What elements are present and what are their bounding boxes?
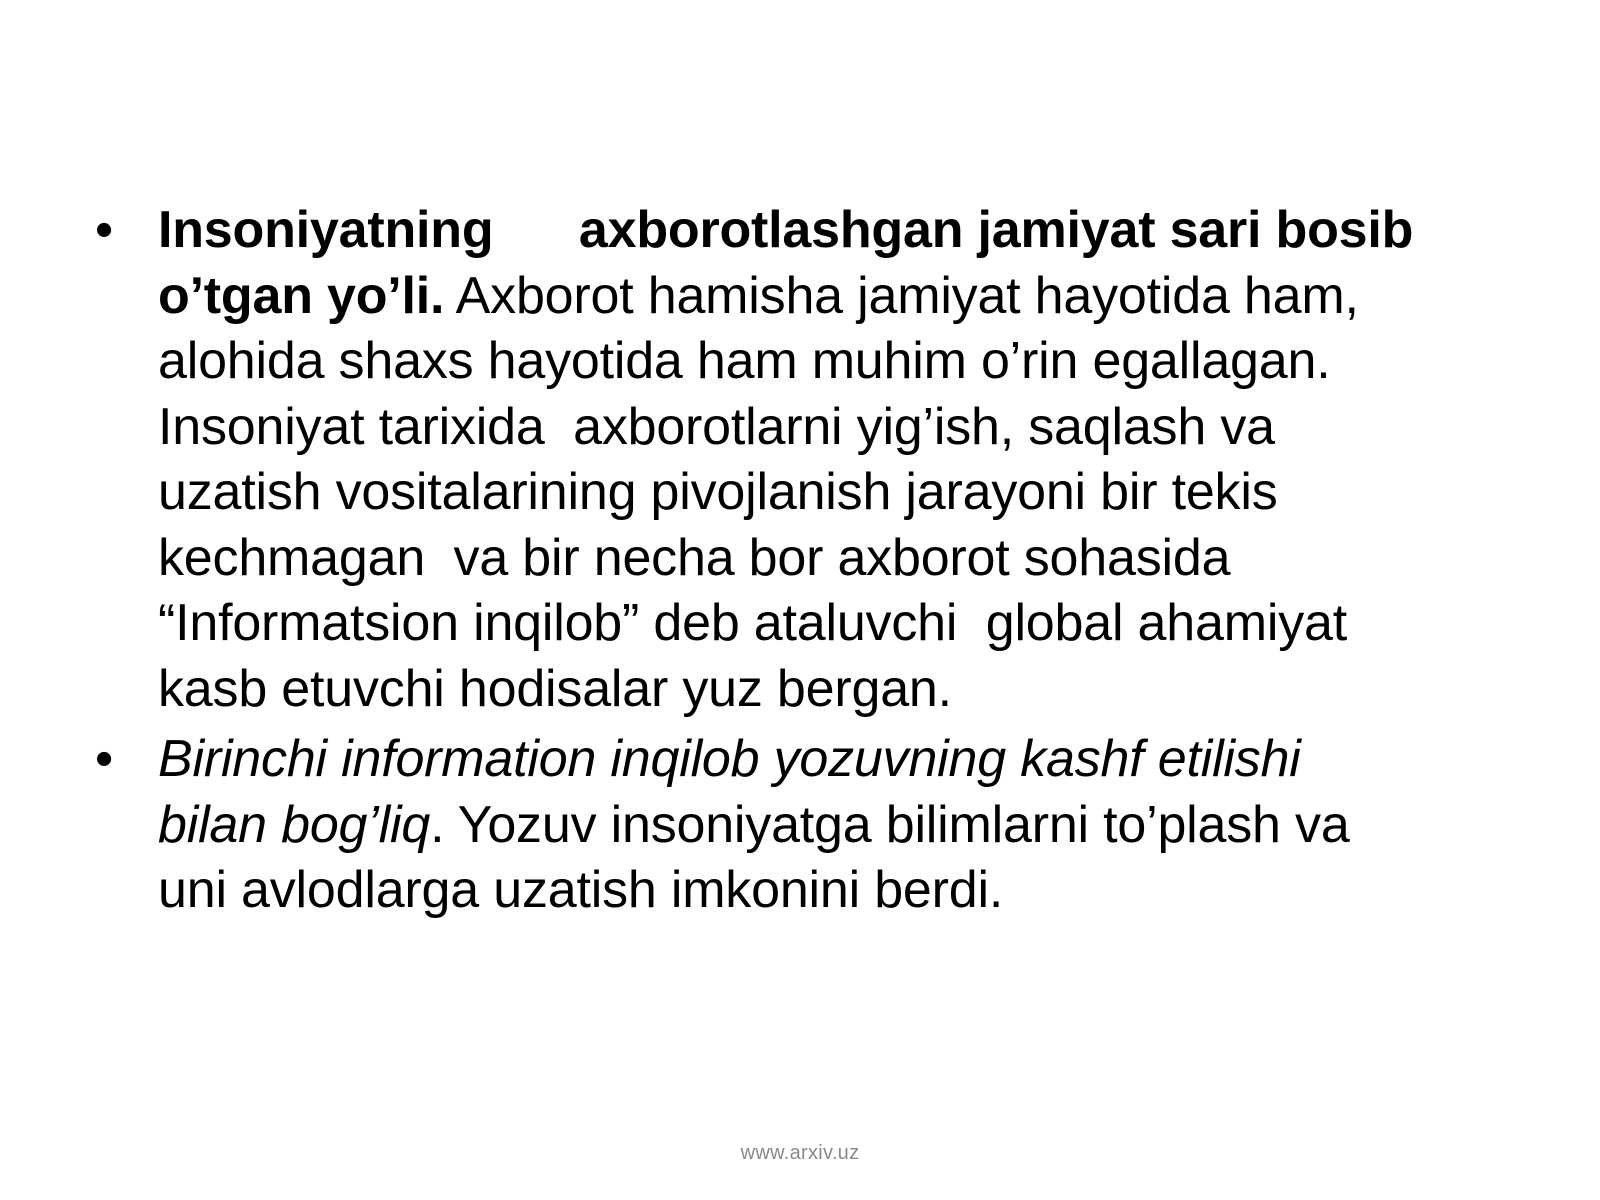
bullet-line: uzatish vositalarining pivojlanish jarayoni bir tekis	[158, 463, 1278, 521]
body-text: . Yozuv insoniyatga bilimlarni to’plash va	[430, 795, 1350, 854]
bullet-line	[158, 264, 1525, 330]
bullet-line: “Informatsion inqilob” deb ataluvchi global ahamiyat	[158, 594, 1347, 652]
italic-text: bilan bog’liq	[158, 795, 431, 854]
body-text: Axborot hamisha jamiyat hayotida ham,	[444, 266, 1359, 325]
bullet-dot-icon: •	[95, 730, 114, 788]
bullet-line: Insoniyatning axborotlashgan jamiyat sari bosib	[158, 201, 1414, 259]
bullet-line	[158, 793, 1525, 859]
bullet-item	[95, 727, 1525, 924]
footer-watermark: www.arxiv.uz	[740, 1142, 860, 1164]
bullet-line: uni avlodlarga uzatish imkonini berdi.	[158, 861, 1004, 919]
bullet-line: kechmagan va bir necha bor axborot sohasida	[158, 528, 1231, 587]
bold-heading-text: o’tgan yo’li.	[158, 266, 445, 325]
bullet-item	[95, 198, 1525, 722]
bullet-list	[95, 198, 1525, 929]
bullet-line: Insoniyat tarixida axborotlarni yig’ish, saqlash va	[158, 397, 1275, 456]
bullet-dot-icon: •	[95, 201, 114, 259]
bullet-line: Birinchi information inqilob yozuvning kashf etilishi	[158, 730, 1301, 788]
bullet-line: alohida shaxs hayotida ham muhim o’rin egallagan.	[158, 332, 1331, 390]
bullet-line: kasb etuvchi hodisalar yuz bergan.	[158, 659, 952, 718]
